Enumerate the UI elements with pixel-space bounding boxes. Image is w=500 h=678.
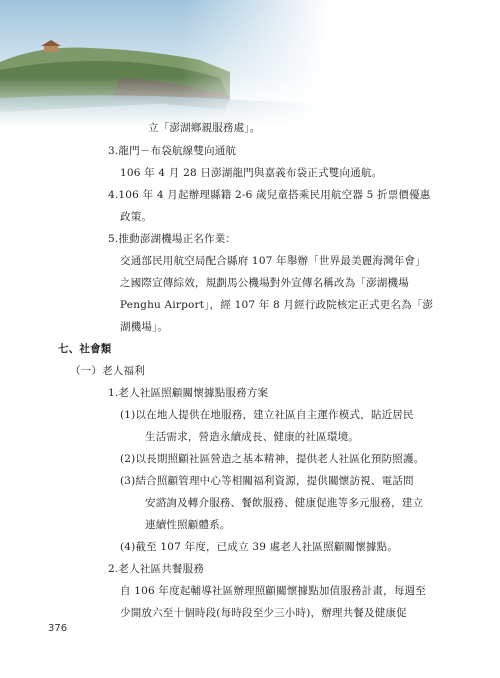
text-line: 之國際宣傳綜效，規劃馬公機場對外宣傳名稱改為「澎湖機場 — [120, 277, 409, 289]
text-line: (3)結合照顧管理中心等相關福利資源，提供關懷訪視、電話問 — [120, 475, 414, 487]
text-line: (4)截至 107 年度，已成立 39 處老人社區照顧關懷據點。 — [120, 541, 399, 553]
list-item-heading: 4.106 年 4 月起辦理縣籍 2-6 歲兒童搭乘民用航空器 5 折票價優惠 — [108, 189, 431, 201]
header-landscape-image — [0, 0, 330, 128]
subsection-heading: （一）老人福利 — [70, 365, 145, 377]
text-line: 政策。 — [120, 211, 153, 223]
list-item-heading: 3.龍門－布袋航線雙向通航 — [108, 145, 237, 157]
section-heading: 七、社會類 — [58, 343, 112, 355]
page-number: 376 — [48, 623, 68, 634]
text-line: 立「澎湖鄉親服務處」。 — [148, 122, 261, 134]
text-line: 湖機場」。 — [120, 321, 169, 333]
text-line: 106 年 4 月 28 日澎湖龍門與嘉義布袋正式雙向通航。 — [120, 167, 383, 179]
text-line: 自 106 年度起輔導社區辦理照顧關懷據點加值服務計畫，每週至 — [120, 585, 426, 597]
text-line: 安諮詢及轉介服務、餐飲服務、健康促進等多元服務，建立 — [145, 497, 424, 509]
text-line: 生活需求，營造永續成長、健康的社區環境。 — [145, 431, 359, 443]
text-line: (1)以在地人提供在地服務，建立社區自主運作模式，貼近居民 — [120, 409, 414, 421]
text-line: 連續性照顧體系。 — [145, 519, 231, 531]
text-line: 少開放六至十個時段(每時段至少三小時)，辦理共餐及健康促 — [120, 607, 407, 619]
text-line: (2)以長期照顧社區營造之基本精神，提供老人社區化預防照護。 — [120, 453, 425, 465]
text-line: Penghu Airport」，經 107 年 8 月經行政院核定正式更名為「澎 — [120, 299, 434, 311]
list-item-heading: 5.推動澎湖機場正名作業： — [108, 233, 237, 245]
list-item-heading: 2.老人社區共餐服務 — [108, 563, 205, 575]
list-item-heading: 1.老人社區照顧關懷據點服務方案 — [108, 387, 269, 399]
text-line: 交通部民用航空局配合縣府 107 年舉辦「世界最美麗海灣年會」 — [120, 255, 426, 267]
